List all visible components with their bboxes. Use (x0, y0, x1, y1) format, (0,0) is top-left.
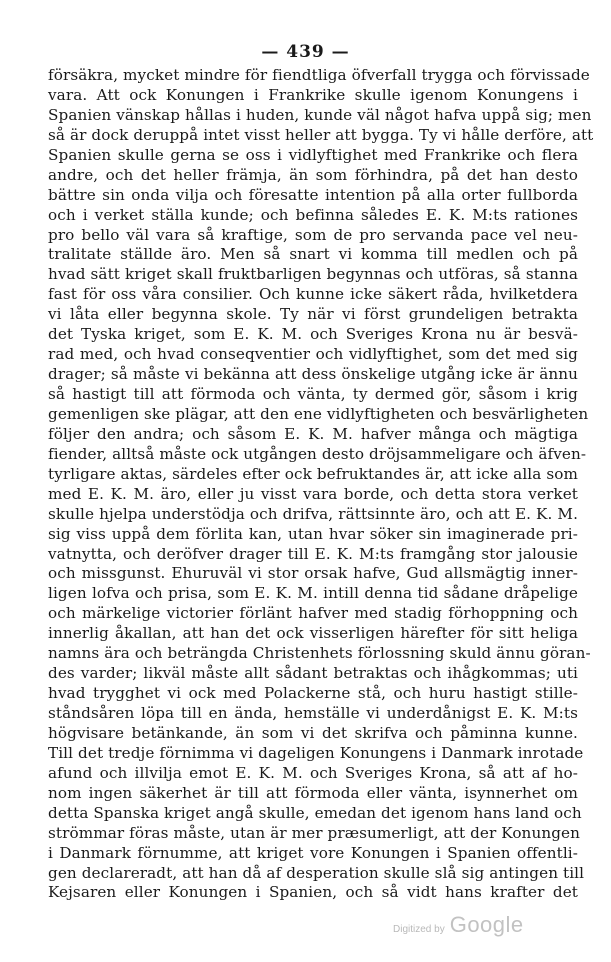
google-logo: Google (449, 912, 524, 937)
text-line: detta Spanska kriget angå skulle, emedan det igenom hans land och (48, 803, 582, 822)
body-text (48, 66, 594, 903)
text-line: Till det tredje förnimma vi dageligen Konungens i Danmark inrotade (48, 743, 584, 762)
text-line: fast för oss våra consilier. Och kunne icke säkert råda, hvilketdera (48, 285, 578, 304)
text-line: gemenligen ske plägar, att den ene vidlyftigheten och besvärligheten (48, 404, 589, 423)
page-number: — 439 — (261, 42, 350, 62)
text-line: hvad sätt kriget skall fruktbarligen begynnas och utföras, så stanna (48, 265, 578, 284)
text-line: hvad trygghet vi ock med Polackerne stå, och huru hastigt stille- (48, 684, 578, 703)
text-line: fiender, alltså måste ock utgången desto dröjsammeligare och äfven- (48, 444, 587, 463)
text-line: Spanien vänskap hållas i huden, kunde väl något hafva uppå sig; men (48, 105, 592, 124)
text-line: det Tyska kriget, som E. K. M. och Sveriges Krona nu är besvä- (48, 325, 578, 344)
text-line: drager; så måste vi bekänna att dess önskelige utgång icke är ännu (48, 365, 578, 384)
text-line: ståndsåren löpa till en ända, hemställe vi underdånigst E. K. M:ts (48, 704, 578, 722)
text-line: Kejsaren eller Konungen i Spanien, och så vidt hans krafter det (48, 883, 578, 902)
text-line: med E. K. M. äro, eller ju visst vara borde, och detta stora verket (48, 484, 578, 503)
text-line: och i verket ställa kunde; och befinna således E. K. M:ts rationes (48, 205, 578, 224)
text-line: vara. Att ock Konungen i Frankrike skulle igenom Konungens i (48, 85, 578, 104)
text-line: ligen lofva och prisa, som E. K. M. intill denna tid sådane dråpelige (48, 584, 578, 603)
text-line: så är dock deruppå intet visst heller att bygga. Ty vi hålle derföre, att (48, 125, 594, 144)
text-line: bättre sin onda vilja och föresatte intention på alla orter fullborda (48, 185, 578, 204)
text-line: Spanien skulle gerna se oss i vidlyftighet med Frankrike och flera (48, 145, 578, 164)
text-line: namns ära och beträngda Christenhets förlossning skuld ännu göran- (48, 644, 591, 663)
text-line: rad med, och hvad conseqventier och vidlyftighet, som det med sig (48, 345, 578, 364)
text-line: följer den andra; och såsom E. K. M. hafver många och mägtiga (48, 424, 578, 443)
text-line: vi låta eller begynna skole. Ty när vi först grundeligen betrakta (48, 305, 578, 324)
text-line: i Danmark förnumme, att kriget vore Konungen i Spanien offentli- (48, 843, 578, 862)
text-line: andre, och det heller främja, än som förhindra, på det han desto (48, 165, 578, 184)
google-watermark (393, 912, 524, 938)
text-line: des varder; likväl måste allt sådant betraktas och ihågkommas; uti (48, 664, 578, 683)
text-line: afund och illvilja emot E. K. M. och Sveriges Krona, så att af ho- (48, 763, 578, 782)
text-line: försäkra, mycket mindre för fiendtliga öfverfall trygga och förvissade (48, 66, 590, 84)
text-line: vatnytta, och deröfver drager till E. K. M:ts framgång stor jalousie (48, 544, 578, 563)
text-line: så hastigt till att förmoda och vänta, ty dermed gör, såsom i krig (48, 385, 578, 403)
text-line: pro bello väl vara så kraftige, som de pro servanda pace vel neu- (48, 225, 578, 244)
text-line: gen declareradt, att han då af desperation skulle slå sig antingen till (48, 863, 585, 882)
text-line: och märkelige victorier förlänt hafver med stadig förhoppning och (48, 604, 578, 623)
text-line: innerlig åkallan, att han det ock visserligen härefter för sitt heliga (48, 624, 578, 643)
text-line: och missgunst. Ehuruväl vi stor orsak hafve, Gud allsmägtig inner- (48, 564, 578, 583)
watermark-prefix: Digitized by (393, 924, 445, 935)
text-line: tyrligare aktas, särdeles efter ock befruktandes är, att icke alla som (48, 464, 578, 483)
text-line: tralitate ställde äro. Men så snart vi komma till medlen och på (48, 245, 578, 264)
text-line: sig viss uppå dem förlita kan, utan hvar söker sin imaginerade pri- (48, 524, 578, 543)
text-line: strömmar föras måste, utan är mer præsumerligt, att der Konungen (48, 823, 580, 842)
text-line: högvisare betänkande, än som vi det skrifva och påminna kunne. (48, 723, 578, 742)
text-line: nom ingen säkerhet är till att förmoda eller vänta, isynnerhet om (48, 783, 578, 802)
text-line: skulle hjelpa understödja och drifva, rättsinnte äro, och att E. K. M. (48, 504, 578, 523)
